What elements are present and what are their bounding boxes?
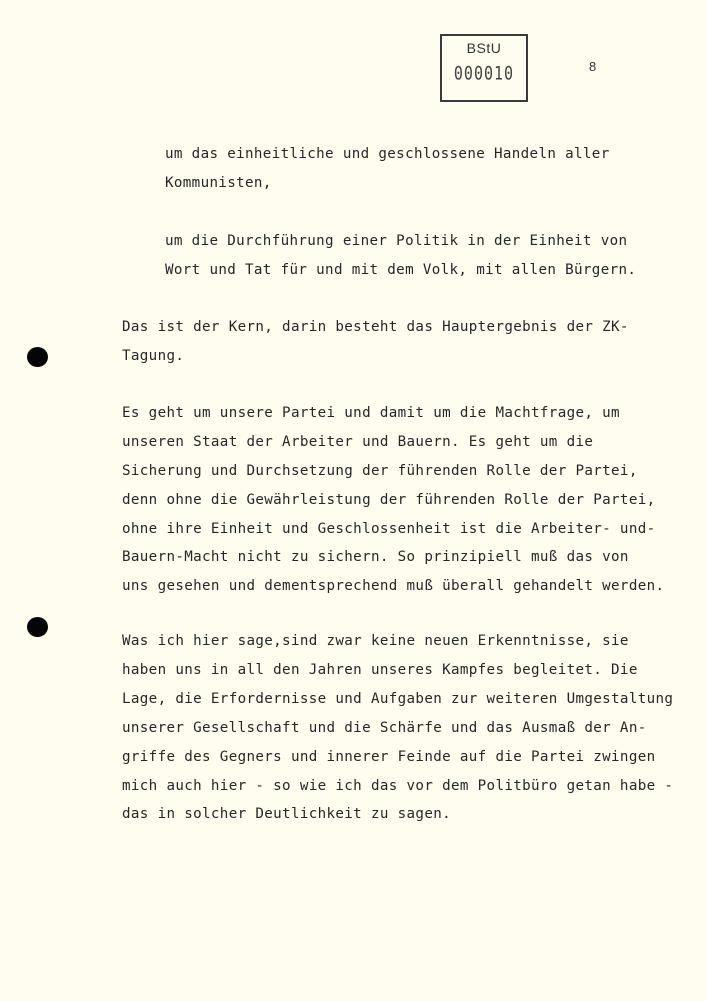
text-line: uns gesehen und dementsprechend muß überall gehandelt werden. [122,578,665,594]
text-line: um die Durchführung einer Politik in der Einheit von [165,233,628,249]
text-line: Kommunisten, [165,175,272,191]
text-line: Es geht um unsere Partei und damit um die Machtfrage, um [122,405,620,421]
stamp-number: 000010 [453,61,515,85]
text-line: unseren Staat der Arbeiter und Bauern. Es geht um die [122,434,594,450]
text-line: ohne ihre Einheit und Geschlossenheit ist die Arbeiter- und- [122,521,656,537]
text-line: Was ich hier sage,sind zwar keine neuen Erkenntnisse, sie [122,633,629,649]
text-line: Bauern-Macht nicht zu sichern. So prinzipiell muß das von [122,549,629,565]
page-number: 8 [589,59,597,74]
text-line: das in solcher Deutlichkeit zu sagen. [122,806,451,822]
text-line: haben uns in all den Jahren unseres Kampfes begleitet. Die [122,662,638,678]
text-line: denn ohne die Gewährleistung der führenden Rolle der Partei, [122,492,656,508]
text-line: unserer Gesellschaft und die Schärfe und das Ausmaß der An- [122,720,647,736]
text-line: Tagung. [122,348,185,364]
text-line: um das einheitliche und geschlossene Handeln aller [165,146,610,162]
text-line: Das ist der Kern, darin besteht das Hauptergebnis der ZK- [122,319,629,335]
stamp-title: BStU [466,40,502,56]
punch-hole-icon [27,617,48,637]
text-line: Lage, die Erfordernisse und Aufgaben zur weiteren Umgestaltung [122,691,674,707]
archive-stamp [440,34,528,102]
text-line: Wort und Tat für und mit dem Volk, mit allen Bürgern. [165,262,637,278]
punch-hole-icon [27,347,48,367]
text-line: Sicherung und Durchsetzung der führenden Rolle der Partei, [122,463,638,479]
text-line: griffe des Gegners und innerer Feinde auf die Partei zwingen [122,749,656,765]
text-line: mich auch hier - so wie ich das vor dem Politbüro getan habe - [122,778,674,794]
